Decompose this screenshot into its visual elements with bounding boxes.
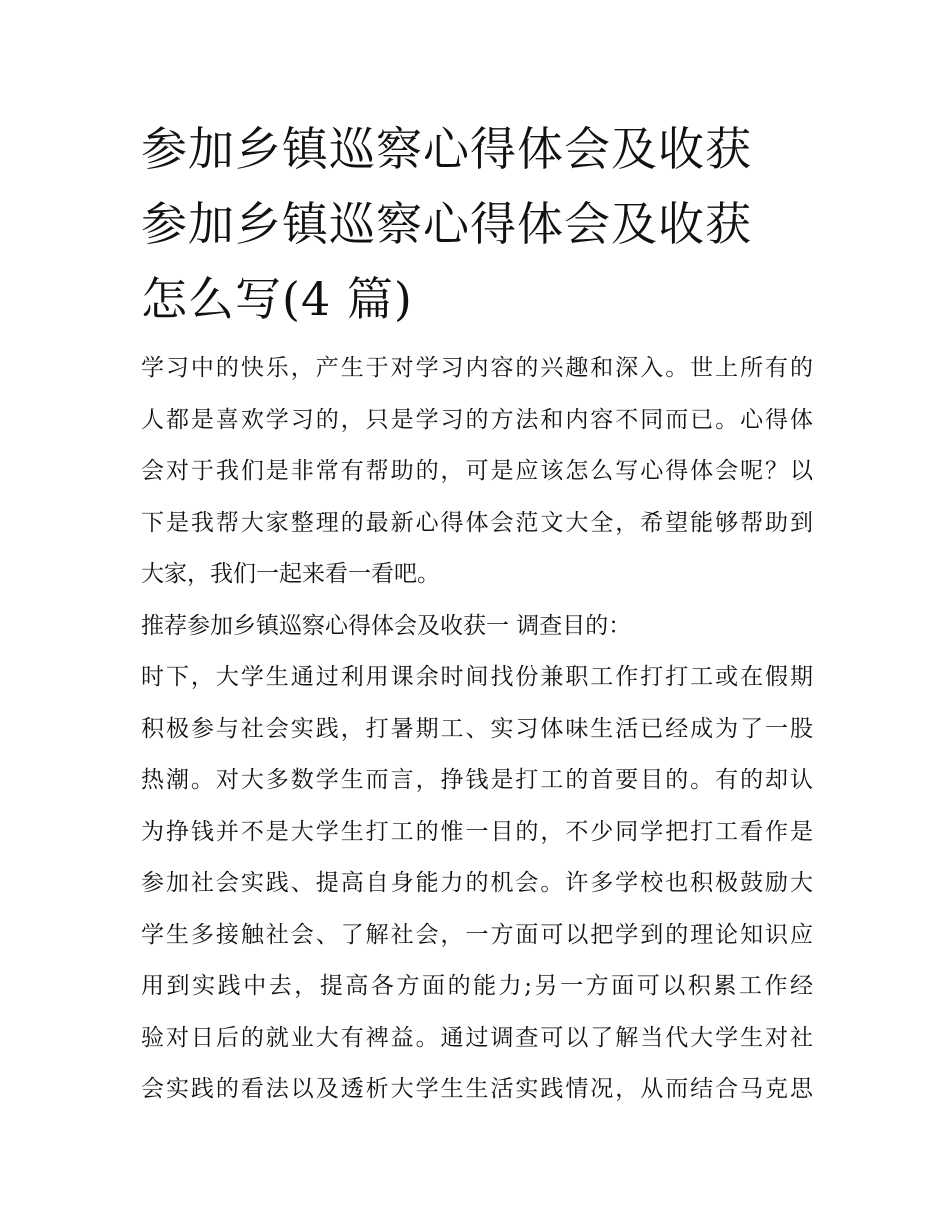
document-content bbox=[141, 112, 813, 1116]
body-line: 会对于我们是非常有帮助的，可是应该怎么写心得体会呢？以 bbox=[141, 458, 813, 484]
body-line: 积极参与社会实践，打暑期工、实习体味生活已经成为了一股 bbox=[141, 715, 813, 742]
title-line-3: 怎么写(4 篇) bbox=[141, 272, 413, 326]
document-body bbox=[141, 343, 813, 1116]
section-heading: 推荐参加乡镇巡察心得体会及收获一 调查目的： bbox=[141, 612, 632, 639]
title-line-1: 参加乡镇巡察心得体会及收获 bbox=[141, 122, 752, 176]
body-line: 会实践的看法以及透析大学生生活实践情况，从而结合马克思 bbox=[141, 1076, 813, 1102]
body-line: 大家，我们一起来看一看吧。 bbox=[141, 561, 440, 587]
body-line: 验对日后的就业大有裨益。通过调查可以了解当代大学生对社 bbox=[141, 1024, 813, 1051]
body-line: 学生多接触社会、了解社会，一方面可以把学到的理论知识应 bbox=[141, 921, 813, 948]
body-line: 为挣钱并不是大学生打工的惟一目的，不少同学把打工看作是 bbox=[141, 818, 813, 845]
body-line: 人都是喜欢学习的，只是学习的方法和内容不同而已。心得体 bbox=[141, 406, 813, 433]
document-title bbox=[141, 112, 813, 337]
body-line: 热潮。对大多数学生而言，挣钱是打工的首要目的。有的却认 bbox=[141, 767, 813, 793]
body-line: 参加社会实践、提高自身能力的机会。许多学校也积极鼓励大 bbox=[141, 870, 813, 896]
body-line: 时下，大学生通过利用课余时间找份兼职工作打打工或在假期 bbox=[141, 664, 813, 690]
title-line-2: 参加乡镇巡察心得体会及收获 bbox=[141, 197, 752, 251]
body-line: 学习中的快乐，产生于对学习内容的兴趣和深入。世上所有的 bbox=[141, 355, 813, 381]
body-line: 下是我帮大家整理的最新心得体会范文大全，希望能够帮助到 bbox=[141, 509, 813, 536]
body-line: 用到实践中去，提高各方面的能力;另一方面可以积累工作经 bbox=[141, 973, 813, 999]
